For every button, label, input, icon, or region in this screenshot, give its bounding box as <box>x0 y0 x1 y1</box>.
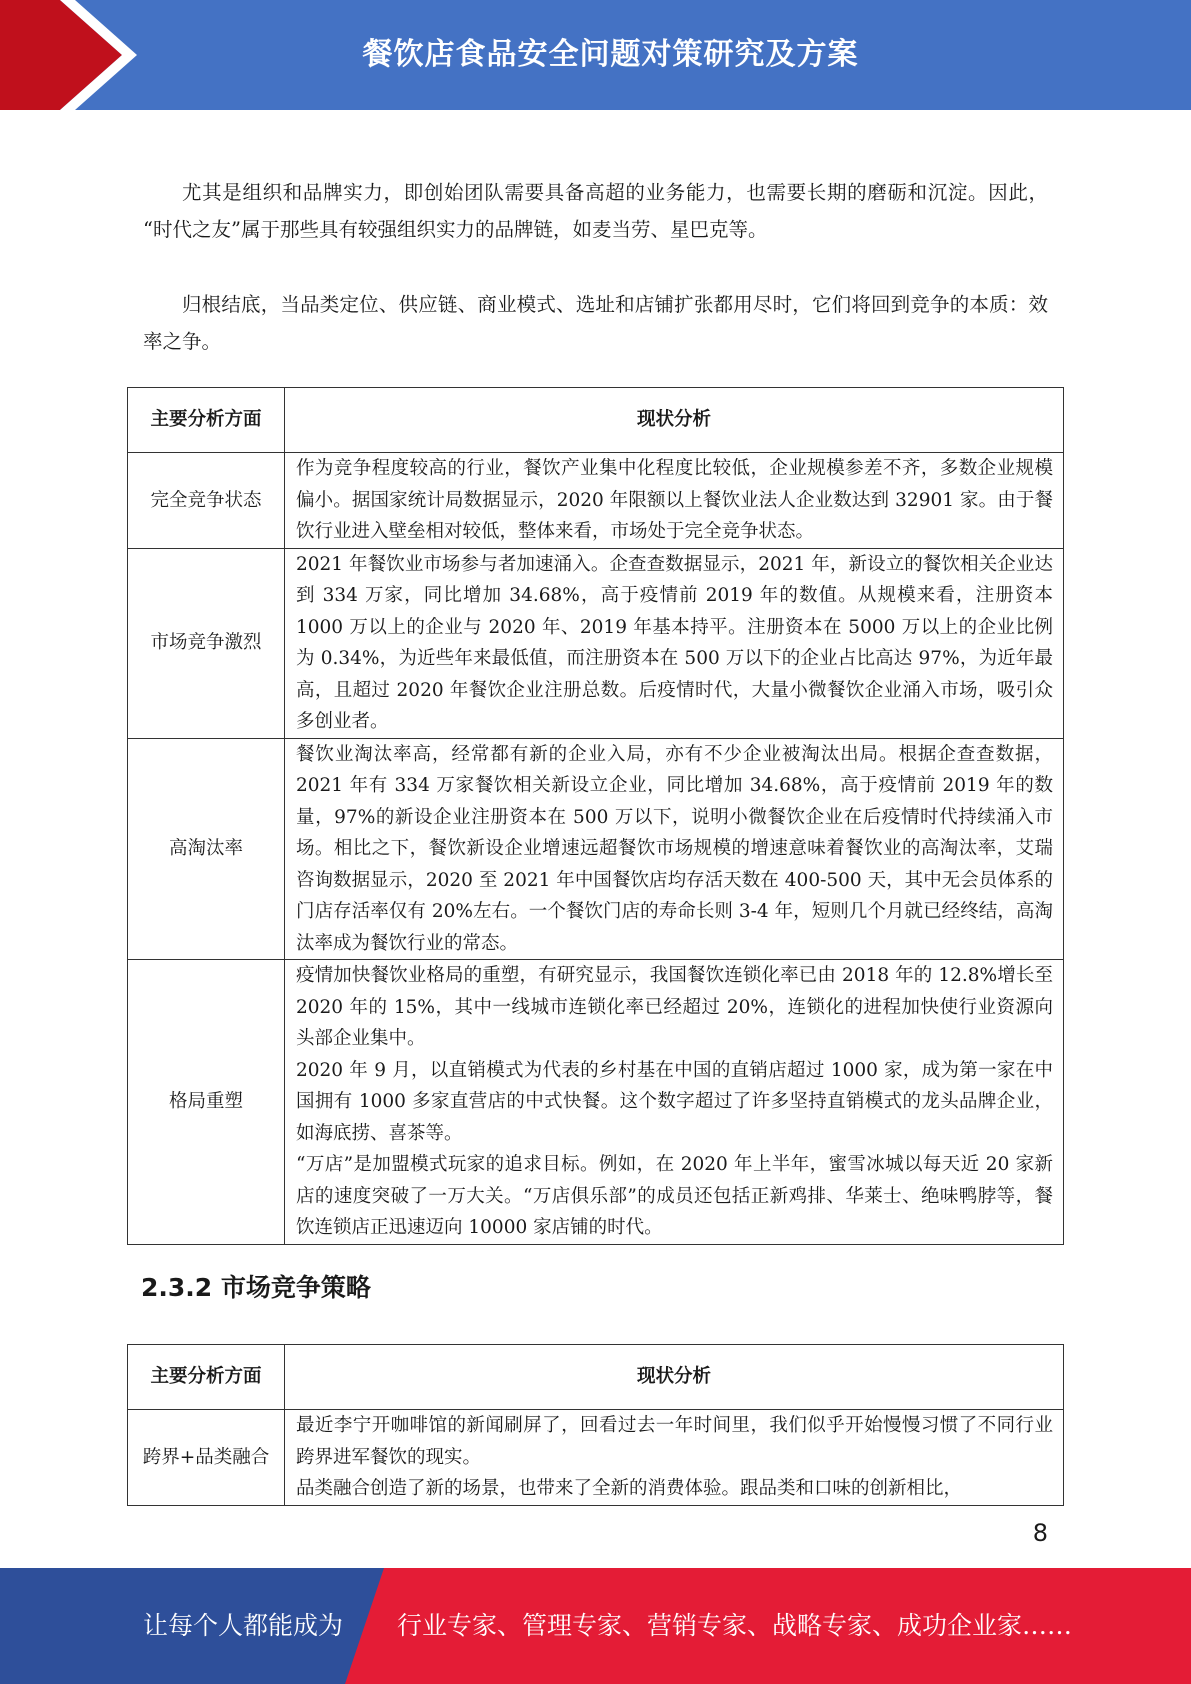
analysis-text: 作为竞争程度较高的行业，餐饮产业集中化程度比较低，企业规模参差不齐，多数企业规模偏小。据国家统计局数据显示，2020 年限额以上餐饮业法人企业数达到 32901 家。由于餐饮行业进入壁垒相对较低，整体来看，市场处于完全竞争状态。 <box>296 458 1053 542</box>
analysis-text: 最近李宁开咖啡馆的新闻刷屏了，回看过去一年时间里，我们似乎开始慢慢习惯了不同行业跨界进军餐饮的现实。 <box>296 1415 1053 1468</box>
row-analysis <box>285 548 1064 738</box>
table-row <box>128 453 1064 549</box>
paragraph-efficiency-competition: 归根结底，当品类定位、供应链、商业模式、选址和店铺扩张都用尽时，它们将回到竞争的本质：效率之争。 <box>143 293 1048 353</box>
row-analysis <box>285 960 1064 1245</box>
footer-slogan-left: 让每个人都能成为 <box>143 1611 344 1640</box>
section-heading: 2.3.2 市场竞争策略 <box>141 1273 371 1302</box>
table-row <box>128 738 1064 960</box>
analysis-text: 品类融合创造了新的场景，也带来了全新的消费体验。跟品类和口味的创新相比， <box>296 1478 963 1499</box>
analysis-text: 疫情加快餐饮业格局的重塑，有研究显示，我国餐饮连锁化率已由 2018 年的 12.8%增长至 2020 年的 15%，其中一线城市连锁化率已经超过 20%，连锁化的进程加快使行业资源向头部企业集中。 <box>296 965 1053 1049</box>
row-analysis <box>285 1410 1064 1506</box>
column-header-analysis: 现状分析 <box>285 388 1064 453</box>
column-header-aspect: 主要分析方面 <box>128 1345 285 1410</box>
paragraph-organization-strength: 尤其是组织和品牌实力，即创始团队需要具备高超的业务能力，也需要长期的磨砺和沉淀。因此， “时代之友”属于那些具有较强组织实力的品牌链，如麦当劳、星巴克等。 <box>143 181 1048 241</box>
table-row <box>128 548 1064 738</box>
page-number: 8 <box>1032 1519 1048 1547</box>
table-header-row <box>128 388 1064 453</box>
row-aspect: 格局重塑 <box>128 960 285 1245</box>
table-row <box>128 1410 1064 1506</box>
document-title: 餐饮店食品安全问题对策研究及方案 <box>362 37 859 72</box>
table-header-row <box>128 1345 1064 1410</box>
column-header-analysis: 现状分析 <box>285 1345 1064 1410</box>
table-row <box>128 960 1064 1245</box>
footer-slogan-right: 行业专家、管理专家、营销专家、战略专家、成功企业家…… <box>397 1611 1073 1640</box>
row-aspect: 市场竞争激烈 <box>128 548 285 738</box>
row-aspect: 跨界+品类融合 <box>128 1410 285 1506</box>
analysis-text: 2020 年 9 月，以直销模式为代表的乡村基在中国的直销店超过 1000 家，成为第一家在中国拥有 1000 多家直营店的中式快餐。这个数字超过了许多坚持直销模式的龙头品牌企业，如海底捞、喜茶等。 <box>296 1059 1053 1144</box>
analysis-text: 餐饮业淘汰率高，经常都有新的企业入局，亦有不少企业被淘汰出局。根据企查查数据，2021 年有 334 万家餐饮相关新设立企业，同比增加 34.68%，高于疫情前 2019 年的数量，97%的新设企业注册资本在 500 万以下，说明小微餐饮企业在后疫情时代持续涌入市场。相比之下，餐饮新设企业增速远超餐饮市场规模的增速意味着餐饮业的高淘汰率，艾瑞咨询数据显示，2020 至 2021 年中国餐饮店均存活天数在 400-500 天，其中无会员体系的门店存活率仅有 20%左右。一个餐饮门店的寿命长则 3-4 年，短则几个月就已经终结，高淘汰率成为餐饮行业的常态。 <box>296 743 1053 954</box>
analysis-text: 2021 年餐饮业市场参与者加速涌入。企查查数据显示，2021 年，新设立的餐饮相关企业达到 334 万家，同比增加 34.68%，高于疫情前 2019 年的数值。从规模来看，注册资本 1000 万以上的企业与 2020 年、2019 年基本持平。注册资本在 5000 万以上的企业比例为 0.34%，为近些年来最低值，而注册资本在 500 万以下的企业占比高达 97%，为近年最高，且超过 2020 年餐饮企业注册总数。后疫情时代，大量小微餐饮企业涌入市场，吸引众多创业者。 <box>296 553 1053 732</box>
row-analysis <box>285 738 1064 960</box>
competition-analysis-table <box>127 387 1064 1245</box>
row-aspect: 完全竞争状态 <box>128 453 285 549</box>
row-analysis <box>285 453 1064 549</box>
row-aspect: 高淘汰率 <box>128 738 285 960</box>
analysis-text: “万店”是加盟模式玩家的追求目标。例如，在 2020 年上半年，蜜雪冰城以每天近 20 家新店的速度突破了一万大关。“万店俱乐部”的成员还包括正新鸡排、华莱士、绝味鸭脖等，餐饮连锁店正迅速迈向 10000 家店铺的时代。 <box>296 1154 1053 1238</box>
column-header-aspect: 主要分析方面 <box>128 388 285 453</box>
page-header <box>0 0 1191 110</box>
competition-strategy-table <box>127 1344 1064 1506</box>
page-footer <box>0 1568 1191 1684</box>
